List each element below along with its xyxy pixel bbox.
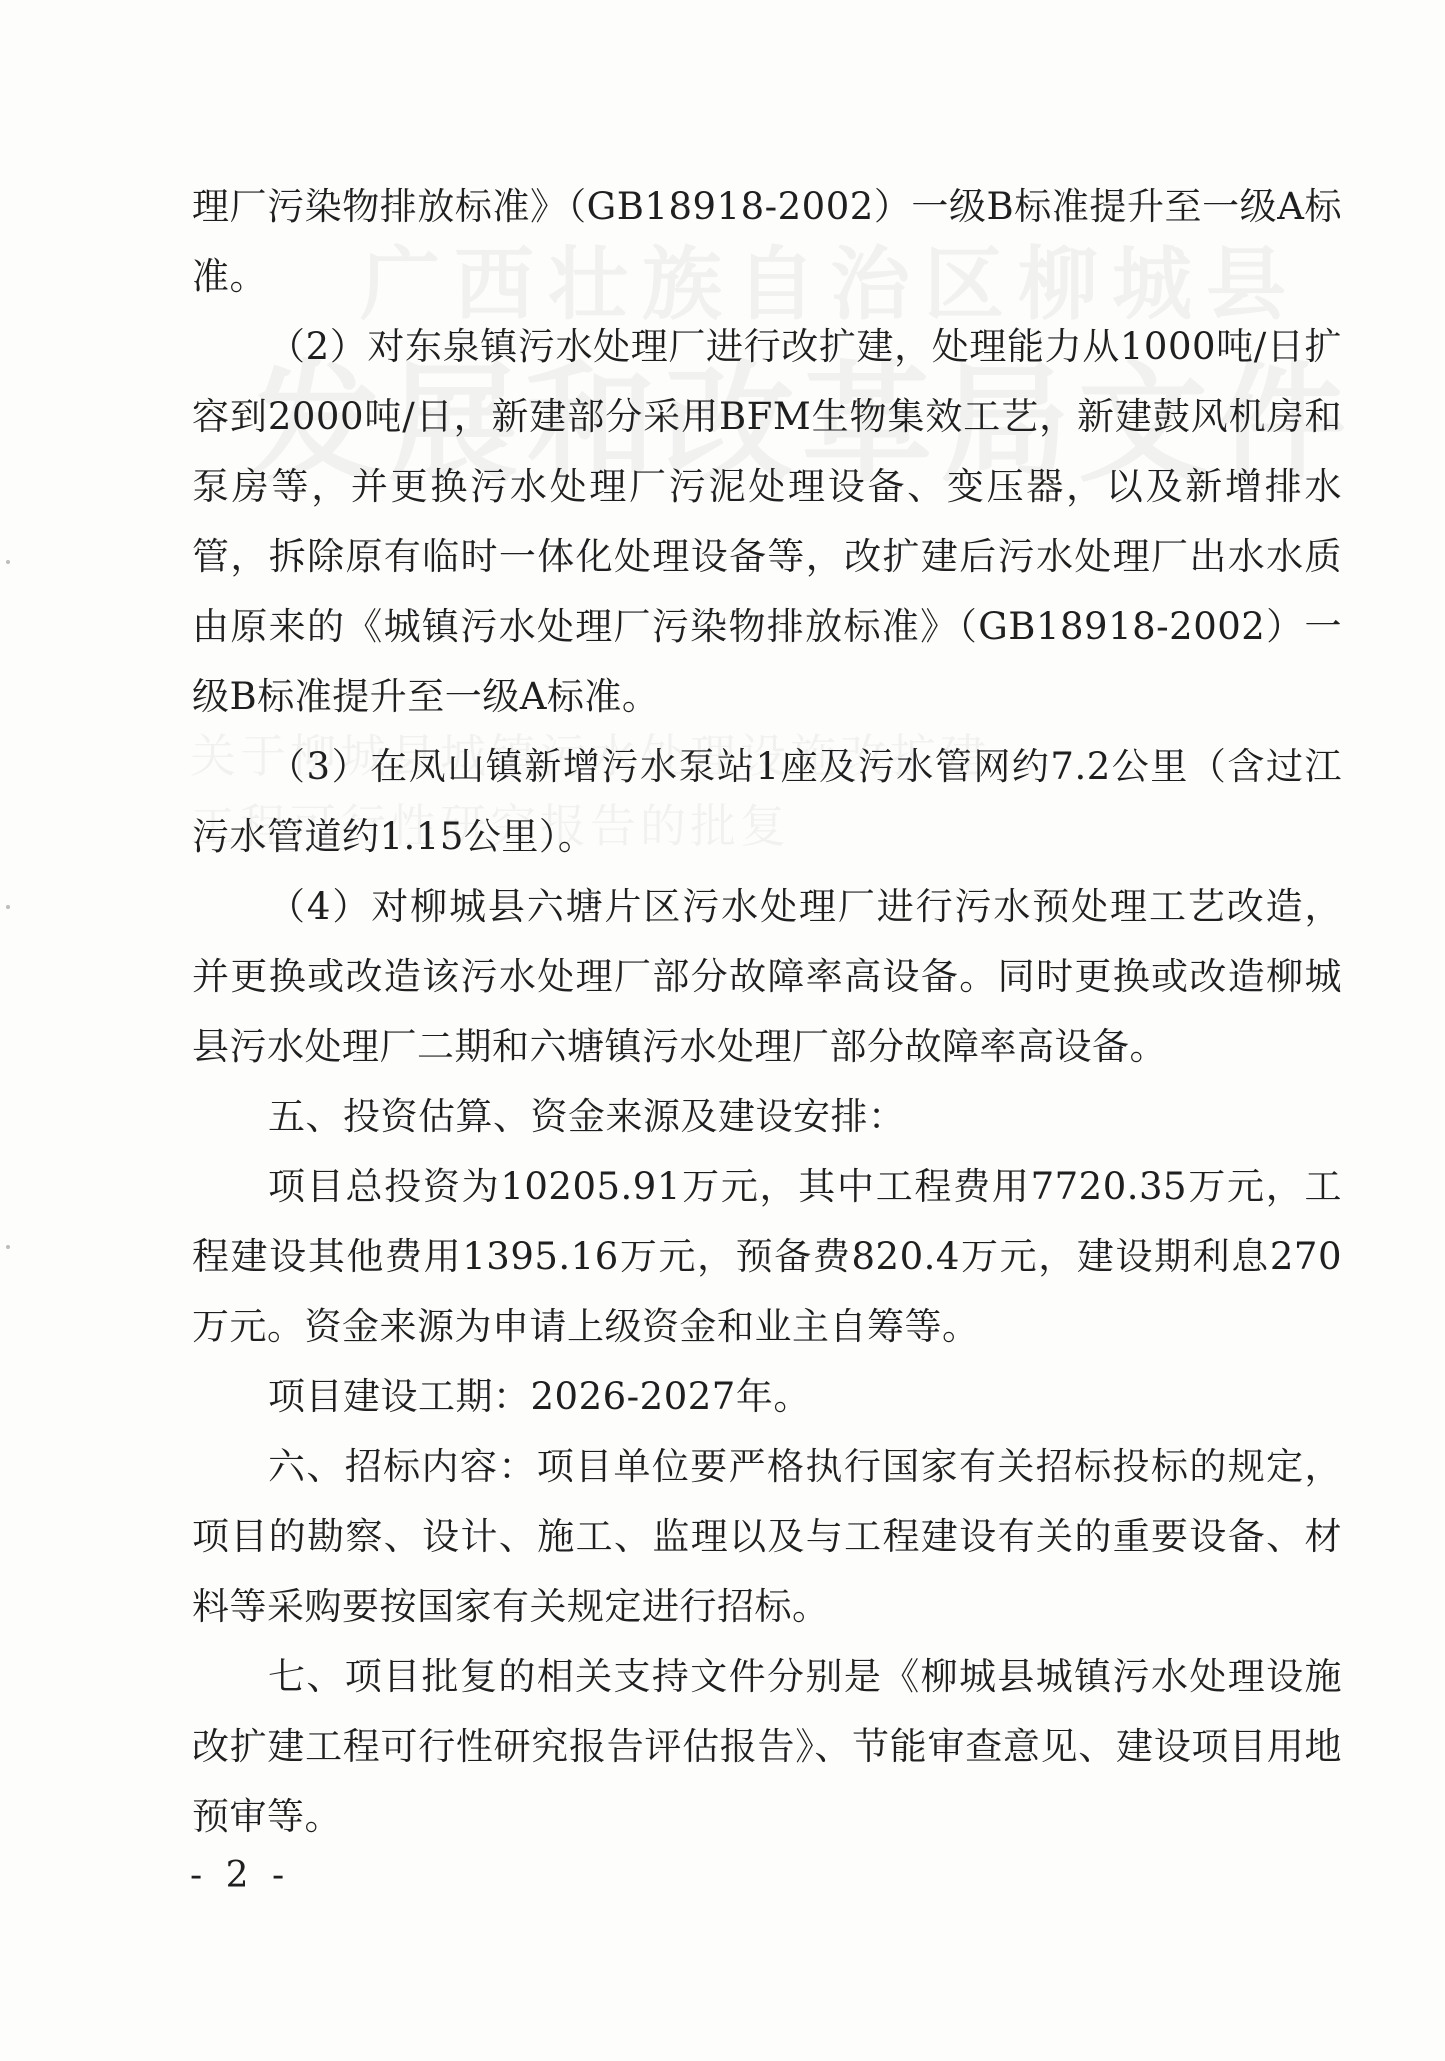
section-supporting-documents: 七、项目批复的相关支持文件分别是《柳城县城镇污水处理设施改扩建工程可行性研究报告评估报告》、节能审查意见、建设项目用地预审等。: [192, 1655, 1342, 1838]
page-number: - 2 -: [190, 1855, 291, 1896]
paragraph-investment-total: 项目总投资为10205.91万元，其中工程费用7720.35万元，工程建设其他费用1395.16万元，预备费820.4万元，建设期利息270万元。资金来源为申请上级资金和业主自筹等。: [192, 1165, 1342, 1348]
scan-mark: [6, 905, 10, 909]
paragraph-item-3: （3）在凤山镇新增污水泵站1座及污水管网约7.2公里（含过江污水管道约1.15公里）。: [192, 745, 1342, 858]
section-heading-investment: 五、投资估算、资金来源及建设安排：: [268, 1095, 906, 1138]
document-body: [192, 172, 1342, 1852]
scan-mark: [6, 1245, 10, 1249]
paragraph-item-2: （2）对东泉镇污水处理厂进行改扩建，处理能力从1000吨/日扩容到2000吨/日，新建部分采用BFM生物集效工艺，新建鼓风机房和泵房等，并更换污水处理厂污泥处理设备、变压器，以及新增排水管，拆除原有临时一体化处理设备等，改扩建后污水处理厂出水水质由原来的《城镇污水处理厂污染物排放标准》（GB18918-2002）一级B标准提升至一级A标准。: [192, 325, 1342, 718]
paragraph-construction-period: 项目建设工期：2026-2027年。: [268, 1375, 811, 1418]
scan-mark: [6, 560, 10, 564]
paragraph-continuation: 理厂污染物排放标准》（GB18918-2002）一级B标准提升至一级A标准。: [192, 185, 1342, 298]
paragraph-item-4: （4）对柳城县六塘片区污水处理厂进行污水预处理工艺改造，并更换或改造该污水处理厂部分故障率高设备。同时更换或改造柳城县污水处理厂二期和六塘镇污水处理厂部分故障率高设备。: [192, 885, 1342, 1068]
section-bidding-content: 六、招标内容：项目单位要严格执行国家有关招标投标的规定，项目的勘察、设计、施工、监理以及与工程建设有关的重要设备、材料等采购要按国家有关规定进行招标。: [192, 1445, 1342, 1628]
